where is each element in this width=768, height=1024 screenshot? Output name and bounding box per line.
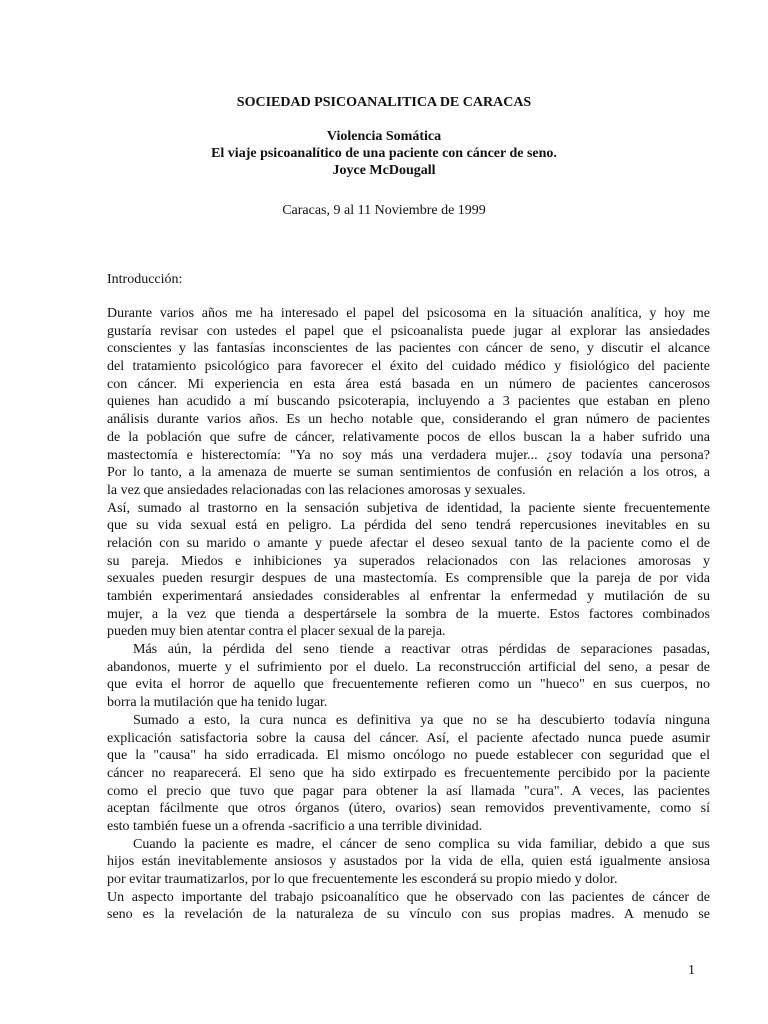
body-line: también experimentará ansiedades considerables al enfrentar la enfermedad y mutilación de su: [107, 589, 710, 604]
body-line: que la "causa" ha sido erradicada. El mismo oncólogo no puede establecer con seguridad que el: [107, 748, 710, 764]
body-line: como el precio que tuvo que pagar para obtener la así llamada "cura". A veces, las pacientes: [107, 783, 710, 799]
page-number: 1: [688, 963, 695, 978]
body-line: Cuando la paciente es madre, el cáncer de seno complica su vida familiar, debido a que sus: [133, 836, 710, 852]
body-line: Durante varios años me ha interesado el papel del psicosoma en la situación analítica, y hoy me: [107, 306, 710, 321]
body-line: Sumado a esto, la cura nunca es definitiva ya que no se ha descubierto todavía ninguna: [133, 712, 710, 728]
body-line: análisis durante varios años. Es un hecho notable que, considerando el gran número de pacientes: [107, 412, 710, 428]
body-line: Más aún, la pérdida del seno tiende a reactivar otras pérdidas de separaciones pasadas,: [133, 642, 710, 658]
document-title: Violencia Somática: [326, 129, 442, 144]
body-line: la vez que ansiedades relacionadas con las relaciones amorosas y sexuales.: [107, 482, 526, 498]
body-line: que su vida sexual está en peligro. La pérdida del seno tendrá repercusiones inevitables en su: [107, 518, 710, 534]
body-line: hijos están inevitablemente ansiosos y asustados por la vida de ella, quien está igualmente ansiosa: [107, 854, 710, 870]
section-label: Introducción:: [107, 272, 183, 287]
body-line: aceptan fácilmente que otros órganos (útero, ovarios) sean removidos preventivamente, como sí: [107, 801, 710, 817]
body-line: relación con su marido o amante y puede afectar el deseo sexual tanto de la paciente como el de: [107, 535, 710, 551]
dateline: Caracas, 9 al 11 Noviembre de 1999: [282, 203, 486, 218]
body-line: mujer, a la vez que tienda a despertársele la sombra de la muerte. Estos factores combinados: [107, 606, 710, 622]
body-text: [107, 305, 710, 924]
body-line: conscientes y las fantasías inconscientes de las pacientes con cáncer de seno, y discutir el alcance: [107, 341, 710, 357]
body-line: Por lo tanto, a la amenaza de muerte se suman sentimientos de confusión en relación a los otros, a: [107, 465, 710, 481]
body-line: quienes han acudido a mí buscando psicoterapia, incluyendo a 3 pacientes que estaban en pleno: [107, 394, 710, 410]
body-line: del tratamiento psicológico para favorecer el éxito del cuidado médico y fisiológico del paciente: [107, 359, 710, 375]
body-line: cáncer no reaparecerá. El seno que ha sido extirpado es frecuentemente percibido por la paciente: [107, 765, 710, 781]
body-line: con cáncer. Mi experiencia en esta área está basada en un número de pacientes cancerosos: [107, 376, 710, 392]
body-line: explicación satisfactoria sobre la causa del cáncer. Así, el paciente afectado nunca puede asumir: [107, 730, 710, 746]
title-block: [0, 128, 768, 179]
body-line: abandonos, muerte y el sufrimiento por el duelo. La reconstrucción artificial del seno, a pesar de: [107, 659, 710, 675]
body-line: esto también fuese un a ofrenda -sacrificio a una terrible divinidad.: [107, 818, 483, 834]
body-line: Un aspecto importante del trabajo psicoanalítico que he observado con las pacientes de cáncer de: [107, 889, 710, 905]
body-line: borra la mutilación que ha tenido lugar.: [107, 695, 328, 711]
body-line: Así, sumado al trastorno en la sensación subjetiva de identidad, la paciente siente frecuentemente: [107, 500, 710, 516]
document-subtitle: El viaje psicoanalítico de una paciente con cáncer de seno.: [211, 146, 557, 161]
body-line: seno es la revelación de la naturaleza de su vínculo con sus propias madres. A menudo se: [107, 907, 710, 923]
body-line: por evitar traumatizarlos, por lo que frecuentemente les esconderá su propio miedo y dolor.: [107, 872, 618, 887]
organization-heading: SOCIEDAD PSICOANALITICA DE CARACAS: [236, 95, 532, 110]
body-line: pueden muy bien atentar contra el placer sexual de la pareja.: [107, 624, 446, 640]
body-line: gustaría revisar con ustedes el papel que el psicoanalista puede jugar al explorar las ansiedades: [107, 323, 710, 339]
body-line: sexuales pueden resurgir despues de una mastectomía. Es comprensible que la pareja de por vida: [107, 571, 710, 587]
body-line: mastectomía e histerectomía: "Ya no soy más una verdadera mujer... ¿soy todavía una persona?: [107, 447, 710, 463]
document-author: Joyce McDougall: [332, 163, 436, 178]
body-line: que evita el horror de aquello que frecuentemente refieren como un "hueco" en sus cuerpos, no: [107, 677, 710, 693]
body-line: su pareja. Miedos e inhibiciones ya superados relacionados con las relaciones amorosas y: [107, 553, 710, 569]
body-line: de la población que sufre de cáncer, relativamente pocos de ellos buscan la a haber sufrido una: [107, 429, 710, 445]
